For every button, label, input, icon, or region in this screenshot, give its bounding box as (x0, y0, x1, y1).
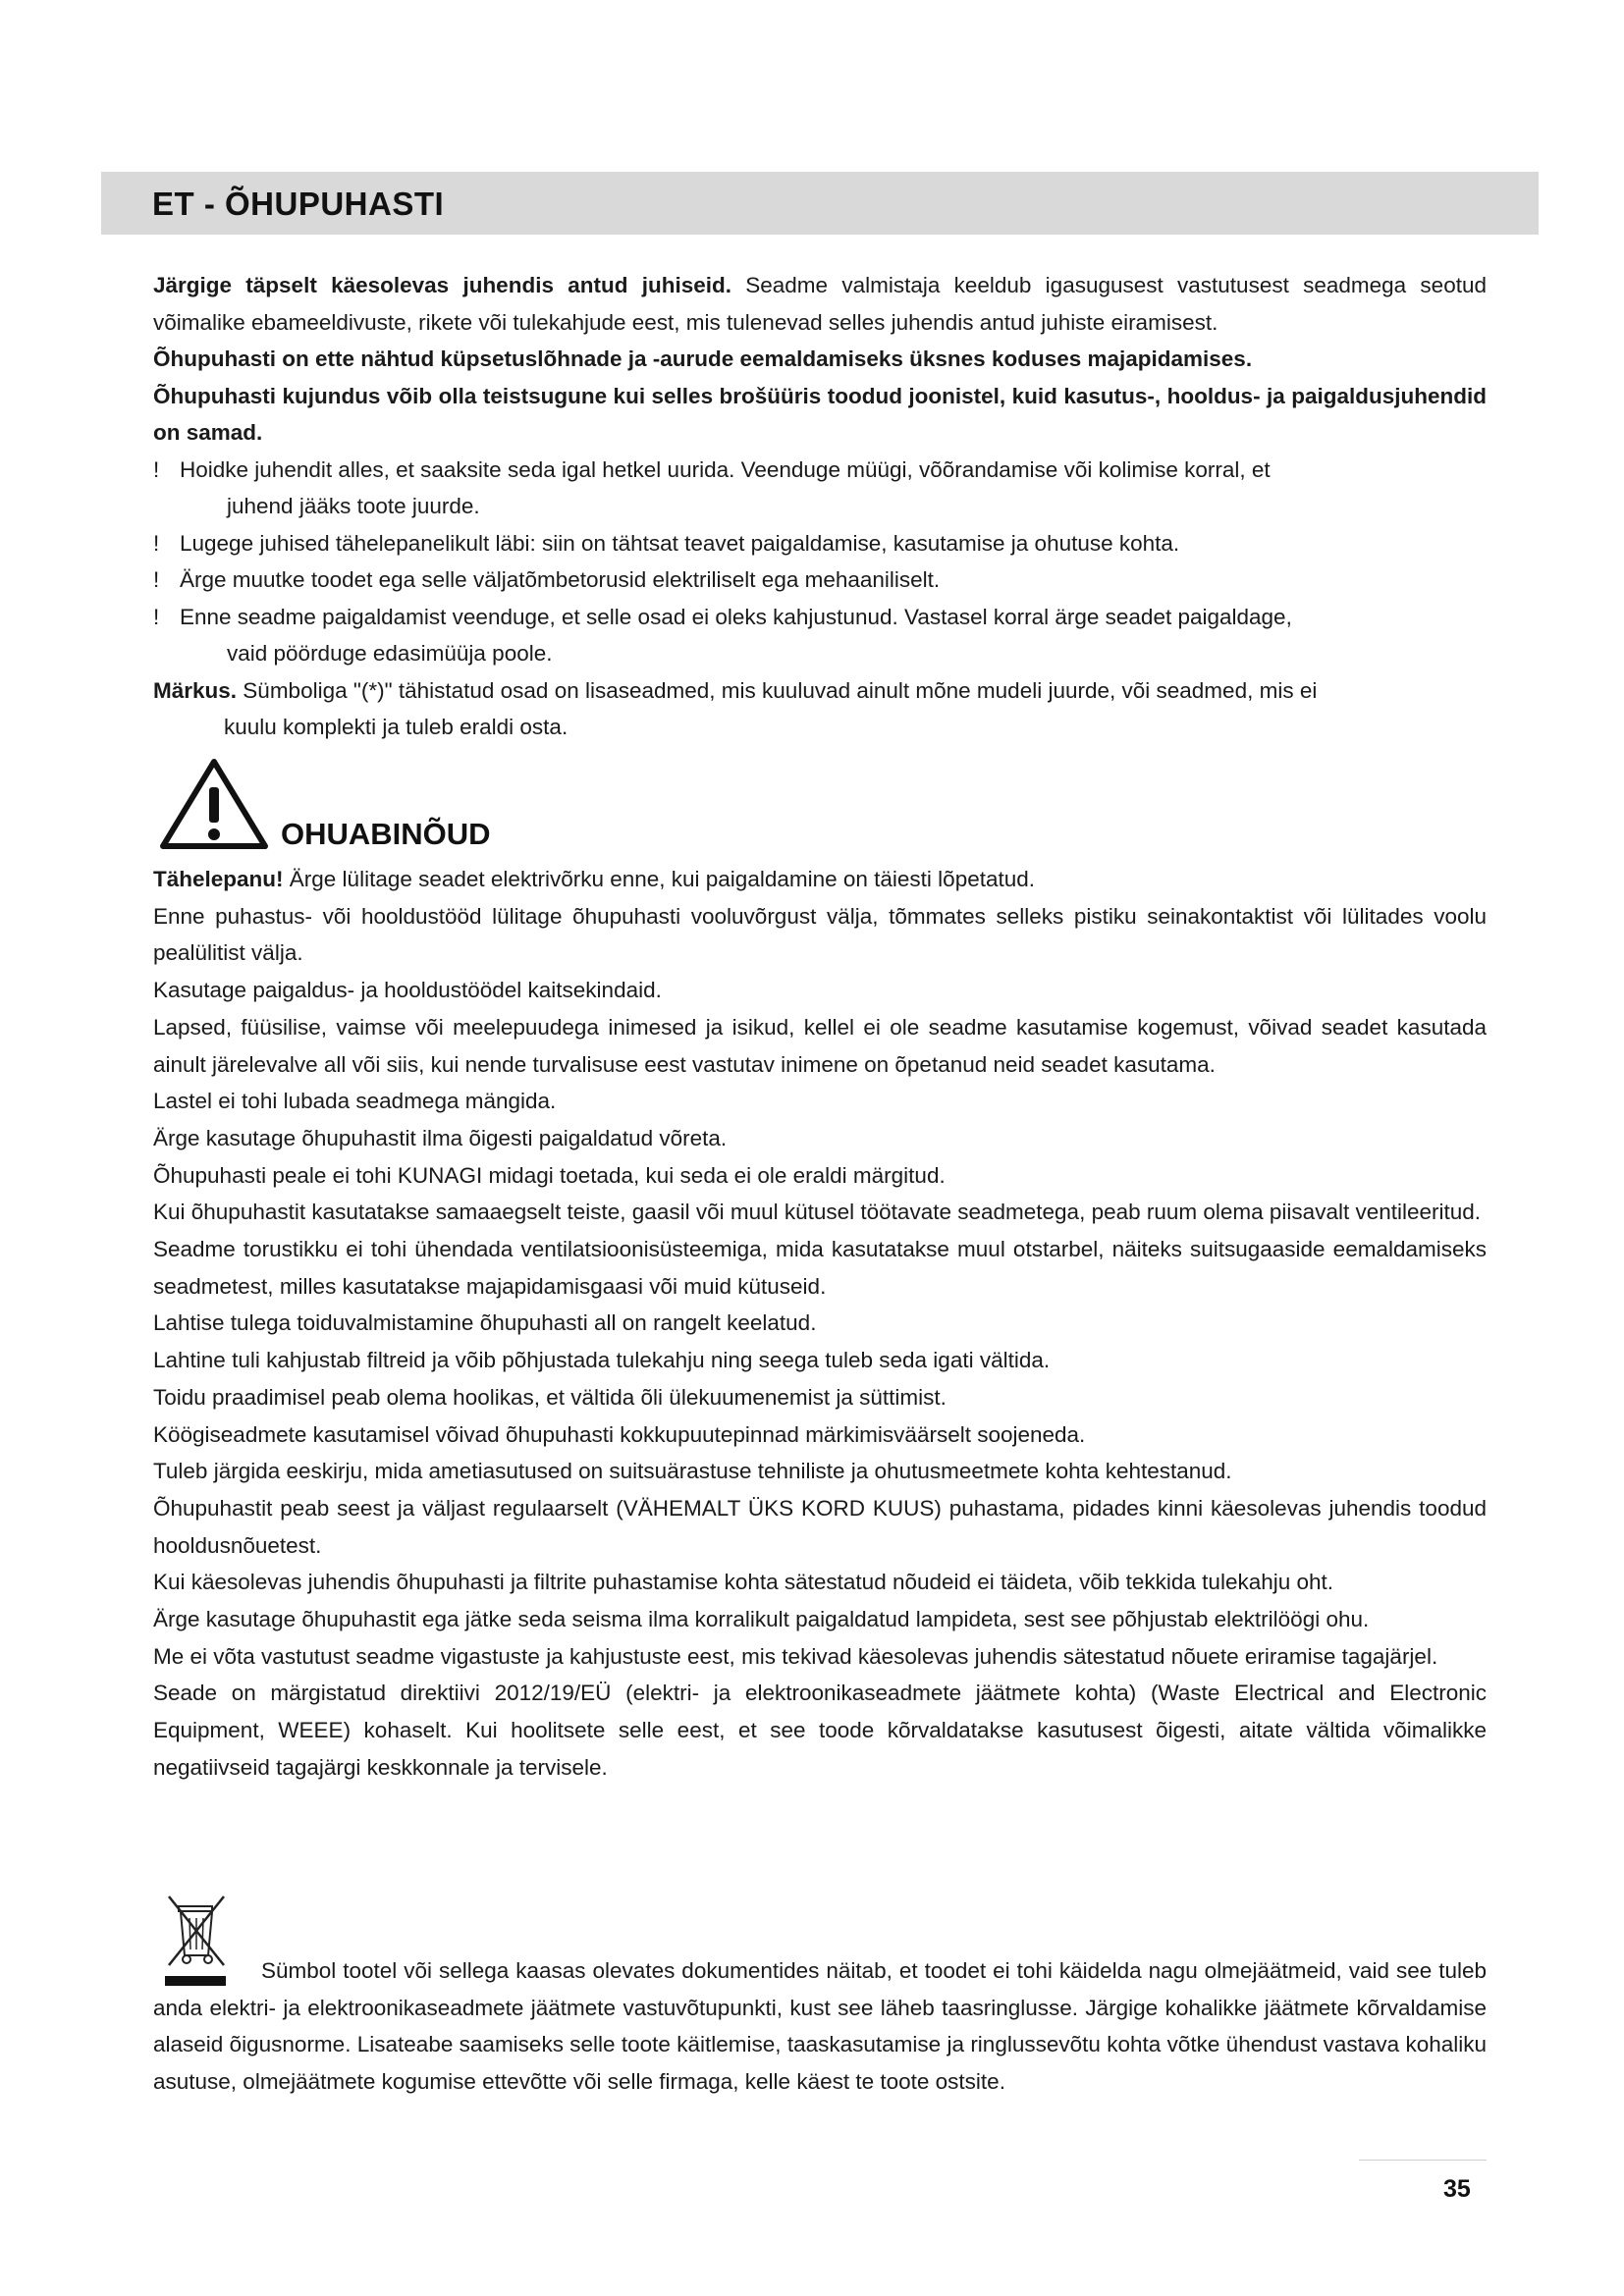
safety-paragraph: Seade on märgistatud direktiivi 2012/19/EÜ (elektri- ja elektroonikaseadmete jäätmete kohta) (Waste Electrical and Electronic Equipment, WEEE) kohaselt. Kui hoolitsete selle eest, et see toode kõrvaldatakse kasutusest õigesti, aitate vältida võimalikke negatiivseid tagajärgi keskkonnale ja tervisele. (153, 1681, 1487, 1780)
safety-paragraph: Tuleb järgida eeskirju, mida ametiasutused on suitsuärastuse tehniliste ja ohutusmeetmete kohta kehtestanud. (153, 1459, 1232, 1484)
bullet-mark: ! (153, 456, 160, 482)
safety-paragraph: Ärge kasutage õhupuhastit ilma õigesti paigaldatud võreta. (153, 1125, 728, 1150)
safety-paragraph: Kui käesolevas juhendis õhupuhasti ja filtrite puhastamise kohta sätestatud nõudeid ei täideta, võib tekkida tulekahju oht. (153, 1570, 1334, 1595)
safety-paragraph: Kui õhupuhastit kasutatakse samaaegselt teiste, gaasil või muul kütusel töötavate seadmetega, peab ruum olema piisavalt ventileeritud. (153, 1200, 1482, 1225)
safety-paragraph: Ärge kasutage õhupuhastit ega jätke seda seisma ilma korralikult paigaldatud lampideta, sest see põhjustab elektrilöögi ohu. (153, 1607, 1370, 1632)
safety-paragraph: Õhupuhasti peale ei tohi KUNAGI midagi toetada, kui seda ei ole eraldi märgitud. (153, 1162, 946, 1188)
safety-paragraph: Seadme torustikku ei tohi ühendada ventilatsioonisüsteemiga, mida kasutatakse muul otstarbel, näiteks suitsugaaside eemaldamiseks seadmetest, milles kasutatakse majapidamisgaasi või muid kütuseid. (153, 1237, 1487, 1299)
intro-bullet-item (153, 599, 1487, 672)
safety-paragraph: Lahtise tulega toiduvalmistamine õhupuhasti all on rangelt keelatud. (153, 1310, 817, 1336)
note-paragraph (153, 672, 1487, 746)
intro-bullet-item (153, 561, 1487, 599)
note-text: Sümboliga "(*)" tähistatud osad on lisaseadmed, mis kuuluvad ainult mõne mudeli juurde, või seadmed, mis ei (237, 677, 1318, 703)
weee-section (153, 1952, 1487, 2100)
intro-bold-statement-1: Õhupuhasti on ette nähtud küpsetuslõhnade ja -aurude eemaldamiseks üksnes koduses majapidamises. (153, 347, 1253, 371)
safety-section (153, 861, 1487, 1787)
note-label: Märkus. (153, 677, 238, 703)
warning-triangle-icon (155, 756, 273, 854)
intro-bullet-item (153, 525, 1487, 562)
safety-paragraph: Lahtine tuli kahjustab filtreid ja võib põhjustada tulekahju ning seega tuleb seda igati vältida. (153, 1348, 1051, 1373)
safety-paragraph: Kasutage paigaldus- ja hooldustöödel kaitsekindaid. (153, 978, 662, 1003)
safety-paragraph: Lapsed, füüsilise, vaimse või meelepuudega inimesed ja isikud, kellel ei ole seadme kasutamise kogemust, võivad seadet kasutada ainult järelevalve all või siis, kui nende turvalisuse eest vastutav inimene on õpetanud neid seadet kasutama. (153, 1014, 1487, 1077)
intro-paragraph (153, 267, 1487, 341)
safety-paragraph: Lastel ei tohi lubada seadmega mängida. (153, 1089, 557, 1114)
bullet-continuation: vaid pöörduge edasimüüja poole. (227, 641, 553, 666)
safety-paragraph: Me ei võta vastutust seadme vigastuste ja kahjustuste eest, mis tekivad käesolevas juhendis sätestatud nõuete eriramise tagajärjel. (153, 1643, 1438, 1669)
warning-heading-block (155, 756, 744, 862)
bullet-mark: ! (153, 567, 160, 592)
attention-paragraph (153, 861, 1487, 898)
bullet-line: Lugege juhised tähelepanelikult läbi: siin on tähtsat teavet paigaldamise, kasutamise ja ohutuse kohta. (180, 530, 1180, 556)
bullet-line: Enne seadme paigaldamist veenduge, et selle osad ei oleks kahjustunud. Vastasel korral ärge seadet paigaldage, (180, 604, 1292, 629)
safety-paragraph: Köögiseadmete kasutamisel võivad õhupuhasti kokkupuutepinnad märkimisväärselt soojeneda. (153, 1421, 1086, 1447)
intro-lead-rest: Seadme valmistaja keeldub igasugusest vastutusest seadmega seotud võimalike ebameeldivuste, rikete või tulekahjude eest, mis tulenevad selles juhendis antud juhiste eiramisest. (153, 273, 1487, 335)
intro-bullet-item (153, 452, 1487, 525)
footer-rule (1359, 2160, 1487, 2161)
bullet-mark: ! (153, 530, 160, 556)
section-title-bar (101, 172, 1539, 235)
attention-label: Tähelepanu! (153, 867, 284, 891)
bullet-continuation: juhend jääks toote juurde. (227, 494, 480, 518)
intro-section (153, 267, 1487, 746)
note-continuation: kuulu komplekti ja tuleb eraldi osta. (224, 715, 568, 739)
weee-paragraph: Sümbol tootel või sellega kaasas olevates dokumentides näitab, et toodet ei tohi käidelda nagu olmejäätmeid, vaid see tuleb anda elektri- ja elektroonikaseadmete jäätmete vastuvõtupunkti, kust see läheb taasringlusse. Järgige kohalikke jäätmete kõrvaldamise alaseid õigusnorme. Lisateabe saamiseks selle toote käitlemise, taaskasutamise ja ringlussevõtu kohta võtke ühendust vastava kohaliku asutuse, olmejäätmete kogumise ettevõtte või selle firmaga, kelle käest te toote ostsite. (153, 1958, 1487, 2094)
section-title: ET - ÕHUPUHASTI (152, 186, 445, 222)
safety-paragraph: Toidu praadimisel peab olema hoolikas, et vältida õli ülekuumenemist ja süttimist. (153, 1384, 947, 1410)
bullet-line: Ärge muutke toodet ega selle väljatõmbetorusid elektriliselt ega mehaaniliselt. (180, 567, 941, 592)
safety-paragraph: Õhupuhastit peab seest ja väljast regulaarselt (VÄHEMALT ÜKS KORD KUUS) puhastama, pidades kinni käesolevas juhendis toodud hooldusnõuetest. (153, 1495, 1487, 1558)
intro-bold-statement-2: Õhupuhasti kujundus võib olla teistsugune kui selles brošüüris toodud joonistel, kuid kasutus-, hooldus- ja paigaldusjuhendid on samad. (153, 383, 1487, 445)
attention-text: Ärge lülitage seadet elektrivõrku enne, kui paigaldamine on täiesti lõpetatud. (283, 867, 1036, 891)
warning-heading: OHUABINÕUD (281, 817, 491, 851)
intro-lead-bold: Järgige täpselt käesolevas juhendis antud juhiseid. (153, 273, 731, 297)
page-number: 35 (1443, 2175, 1471, 2203)
bullet-line: Hoidke juhendit alles, et saaksite seda igal hetkel uurida. Veenduge müügi, võõrandamise või kolimise korral, et (180, 456, 1271, 482)
bullet-mark: ! (153, 604, 160, 629)
safety-paragraph: Enne puhastus- või hooldustööd lülitage õhupuhasti vooluvõrgust välja, tõmmates selleks pistiku seinakontaktist või lülitades voolu pealülitist välja. (153, 903, 1487, 966)
